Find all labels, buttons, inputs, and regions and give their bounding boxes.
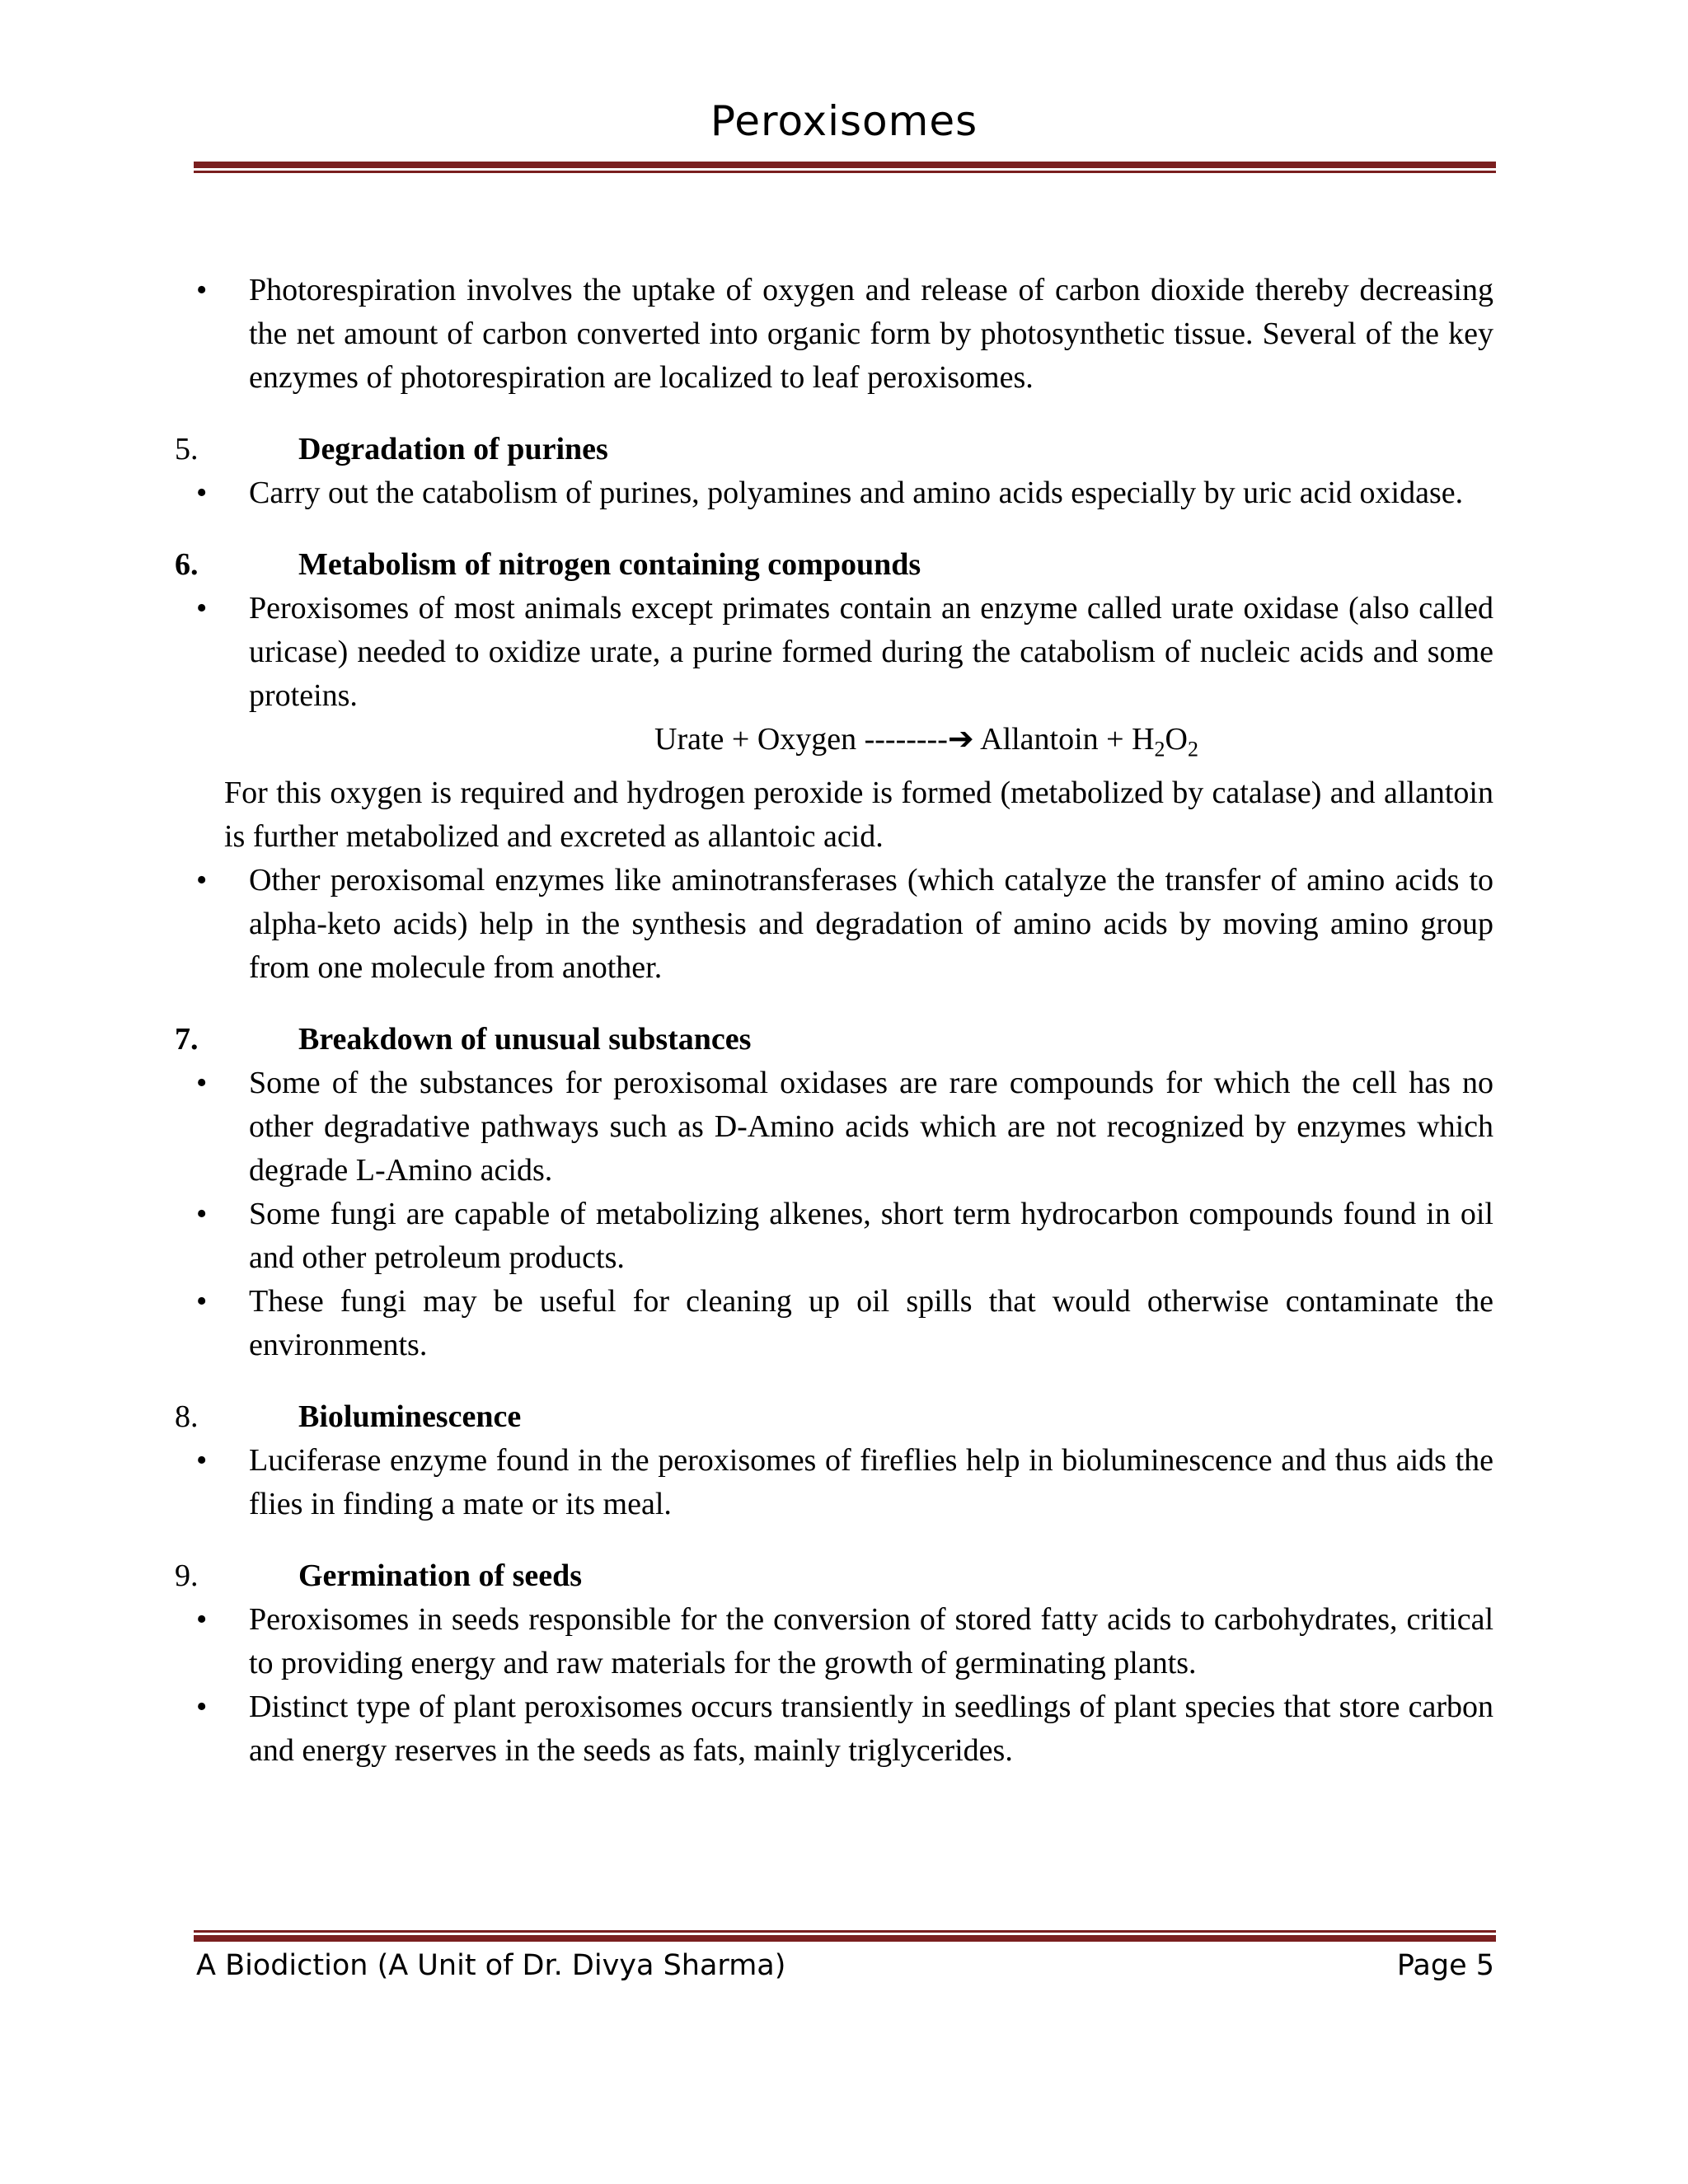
arrow-icon: ➔ [947, 722, 974, 757]
bullet-text: Peroxisomes of most animals except primates contain an enzyme called urate oxidase (also called uricase) needed to oxidize urate, a purine formed during the catabolism of nucleic acids and some proteins. [249, 591, 1493, 713]
bullet-icon: • [196, 1065, 208, 1100]
footer-rule [194, 1930, 1496, 1942]
section-heading-7 [0, 1018, 1688, 1062]
list-item [0, 1193, 1493, 1280]
section-number: 7. [175, 1021, 199, 1057]
bullet-icon: • [196, 273, 208, 307]
section-title: Germination of seeds [298, 1558, 583, 1593]
bullet-icon: • [196, 476, 208, 510]
list-item [0, 1439, 1493, 1526]
list-item [0, 1685, 1493, 1773]
page-number: Page 5 [1396, 1949, 1494, 1982]
subscript: 2 [1188, 737, 1198, 762]
section-title: Breakdown of unusual substances [298, 1021, 752, 1057]
bullet-text: Luciferase enzyme found in the peroxisomes of fireflies help in bioluminescence and thus aids the flies in finding a mate or its meal. [249, 1442, 1493, 1521]
list-item [0, 1598, 1493, 1685]
bullet-text: Some fungi are capable of metabolizing alkenes, short term hydrocarbon compounds found in oil and other petroleum products. [249, 1196, 1493, 1275]
equation-o: O [1165, 722, 1188, 757]
section-number: 9. [175, 1558, 199, 1593]
section-heading-8 [0, 1395, 1688, 1439]
footer-publisher: A Biodiction (A Unit of Dr. Divya Sharma) [196, 1949, 786, 1982]
bullet-icon: • [196, 1442, 208, 1478]
bullet-text: Other peroxisomal enzymes like aminotransferases (which catalyze the transfer of amino acids to alpha-keto acids) help in the synthesis and degradation of amino acids by moving amino group from one molecule from another. [249, 862, 1493, 985]
list-item [0, 587, 1493, 718]
section-number: 5. [175, 432, 199, 466]
section-heading-6 [0, 543, 1688, 587]
section-title: Degradation of purines [298, 432, 608, 466]
header-rule [194, 162, 1496, 173]
section-title: Metabolism of nitrogen containing compounds [298, 547, 921, 582]
equation [0, 718, 1688, 771]
list-item [0, 859, 1493, 990]
page-title: Peroxisomes [710, 97, 978, 145]
bullet-text: Carry out the catabolism of purines, polyamines and amino acids especially by uric acid oxidase. [249, 476, 1464, 510]
bullet-icon: • [196, 1601, 208, 1637]
list-item [0, 1062, 1493, 1193]
paragraph: For this oxygen is required and hydrogen peroxide is formed (metabolized by catalase) and allantoin is further metabolized and excreted as allantoic acid. [224, 775, 1493, 854]
bullet-text: Some of the substances for peroxisomal oxidases are rare compounds for which the cell has no other degradative pathways such as D-Amino acids which are not recognized by enzymes which degrade L-Amino acids. [249, 1065, 1493, 1188]
bullet-icon: • [196, 1196, 208, 1231]
bullet-text: These fungi may be useful for cleaning up oil spills that would otherwise contaminate the environments. [249, 1283, 1493, 1362]
section-title: Bioluminescence [298, 1399, 522, 1434]
section-number: 6. [175, 547, 199, 582]
subscript: 2 [1154, 737, 1165, 762]
bullet-icon: • [196, 1689, 208, 1724]
list-item [0, 269, 1493, 400]
bullet-icon: • [196, 591, 208, 626]
bullet-text: Peroxisomes in seeds responsible for the conversion of stored fatty acids to carbohydrates, critical to providing energy and raw materials for the growth of germinating plants. [249, 1601, 1493, 1680]
section-heading-5 [0, 428, 1688, 471]
bullet-text: Distinct type of plant peroxisomes occurs transiently in seedlings of plant species that store carbon and energy reserves in the seeds as fats, mainly triglycerides. [249, 1689, 1493, 1768]
list-item [0, 1280, 1493, 1367]
list-item [0, 471, 1493, 515]
page-content [0, 269, 1688, 1773]
equation-left: Urate + Oxygen -------- [654, 722, 948, 757]
bullet-icon: • [196, 862, 208, 898]
bullet-icon: • [196, 1283, 208, 1319]
equation-right: Allantoin + H [973, 722, 1155, 757]
section-heading-9 [0, 1554, 1688, 1598]
section-number: 8. [175, 1399, 199, 1434]
bullet-text: Photorespiration involves the uptake of oxygen and release of carbon dioxide thereby decreasing the net amount of carbon converted into organic form by photosynthetic tissue. Several of the key enzymes of photorespiration are localized to leaf peroxisomes. [249, 273, 1493, 395]
